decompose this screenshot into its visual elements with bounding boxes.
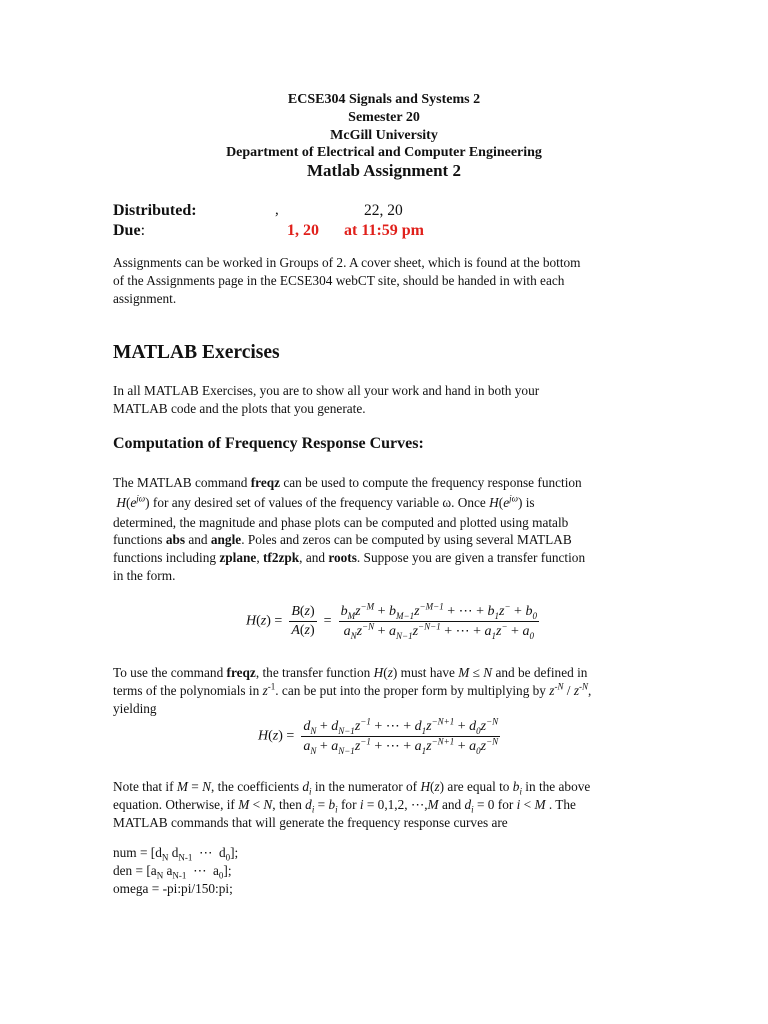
freqz-paragraph bbox=[113, 474, 658, 585]
paragraph-line: $H(e^{j\omega})$ for any desired set of values of the frequency variable ω. Once $H(e^{j\omega})$ is bbox=[113, 493, 535, 510]
paragraph-line: equation. Otherwise, if M < N, then $d_i = b_i$ for i = 0,1,2, ⋯,M and $d_i = 0$ for i < M . The bbox=[113, 796, 576, 815]
coefficients-paragraph bbox=[113, 778, 658, 831]
course-title: ECSE304 Signals and Systems 2 bbox=[287, 92, 481, 107]
assignment-title: Matlab Assignment 2 bbox=[307, 161, 461, 180]
paragraph-line: functions including zplane, tf2zpk, and roots. Suppose you are given a transfer function bbox=[113, 550, 586, 566]
paragraph-line: in the form. bbox=[113, 567, 176, 583]
intro-paragraph bbox=[113, 254, 581, 307]
paragraph-line: The MATLAB command freqz can be used to compute the frequency response function bbox=[113, 475, 582, 490]
university: McGill University bbox=[330, 128, 438, 143]
math-h-ejw: H bbox=[489, 494, 499, 510]
math-h-ejw: H bbox=[113, 494, 126, 510]
distributed-sep: , bbox=[275, 202, 279, 218]
matlab-code bbox=[113, 844, 238, 898]
paragraph-line: In all MATLAB Exercises, you are to show all your work and hand in both your bbox=[113, 383, 540, 398]
section-heading: MATLAB Exercises bbox=[113, 342, 280, 363]
due-line bbox=[113, 222, 145, 240]
intro-line: assignment. bbox=[113, 290, 177, 306]
paragraph-line: Note that if M = N, the coefficients $d_i$ in the numerator of H(z) are equal to $b_i$ in the above bbox=[113, 779, 591, 797]
equation-proper-form: H(z) = $\frac{d_N + d_{N-1}z^{-1} + \cdots + d_1z^{-N+1} + d_0z^{-N}}{a_N + a_{N-1}z^{-1} + \cdots + a_1z^{-N+1} + a_0z^{-N}}$ bbox=[258, 716, 499, 756]
section-intro bbox=[113, 382, 539, 418]
code-line-num: num = [$d_N$ $d_{N-1}$ ⋯ $d_0$]; bbox=[113, 845, 239, 863]
paragraph-line: terms of the polynomials in $z^{-1}$. can be put into the proper form by multiplying by $z^{-N} / z^{-N}$, bbox=[113, 681, 592, 698]
code-line-den: den = [$a_N$ $a_{N-1}$ ⋯ $a_0$]; bbox=[113, 863, 232, 881]
paragraph-line: functions abs and angle. Poles and zeros can be computed by using several MATLAB bbox=[113, 532, 572, 548]
due-label: Due bbox=[113, 222, 141, 239]
paragraph-line: determined, the magnitude and phase plots can be computed and plotted using matalb bbox=[113, 514, 569, 530]
distributed-label: Distributed: bbox=[113, 202, 197, 219]
department: Department of Electrical and Computer Engineering bbox=[226, 145, 542, 160]
equation-transfer-function: H(z) = $\frac{B(z)}{A(z)}$ = $\frac{b_Mz^{-M} + b_{M-1}z^{-M-1} + \cdots + b_1z^- + b_0}{a_Nz^{-N} + a_{N-1}z^{-N-1} + \cdots + a_1z^- + a_0}$ bbox=[246, 601, 537, 641]
code-line-omega: omega = -pi:pi/150:pi; bbox=[113, 881, 233, 896]
semester: Semester 20 bbox=[348, 110, 420, 125]
due-colon: : bbox=[140, 222, 146, 239]
paragraph-line: MATLAB code and the plots that you generate. bbox=[113, 400, 366, 416]
intro-line: of the Assignments page in the ECSE304 webCT site, should be handed in with each bbox=[113, 272, 565, 288]
intro-line: Assignments can be worked in Groups of 2. A cover sheet, which is found at the bottom bbox=[113, 255, 581, 270]
paragraph-line: yielding bbox=[113, 700, 157, 716]
subsection-heading: Computation of Frequency Response Curves: bbox=[113, 435, 424, 452]
due-time: at 11:59 pm bbox=[344, 222, 424, 239]
proper-form-paragraph bbox=[113, 664, 658, 717]
due-date: 1, 20 bbox=[287, 222, 319, 239]
paragraph-line: To use the command freqz, the transfer function H(z) must have M ≤ N and be defined in bbox=[113, 665, 588, 680]
paragraph-line: MATLAB commands that will generate the frequency response curves are bbox=[113, 814, 508, 830]
distributed-date: 22, 20 bbox=[364, 202, 403, 219]
